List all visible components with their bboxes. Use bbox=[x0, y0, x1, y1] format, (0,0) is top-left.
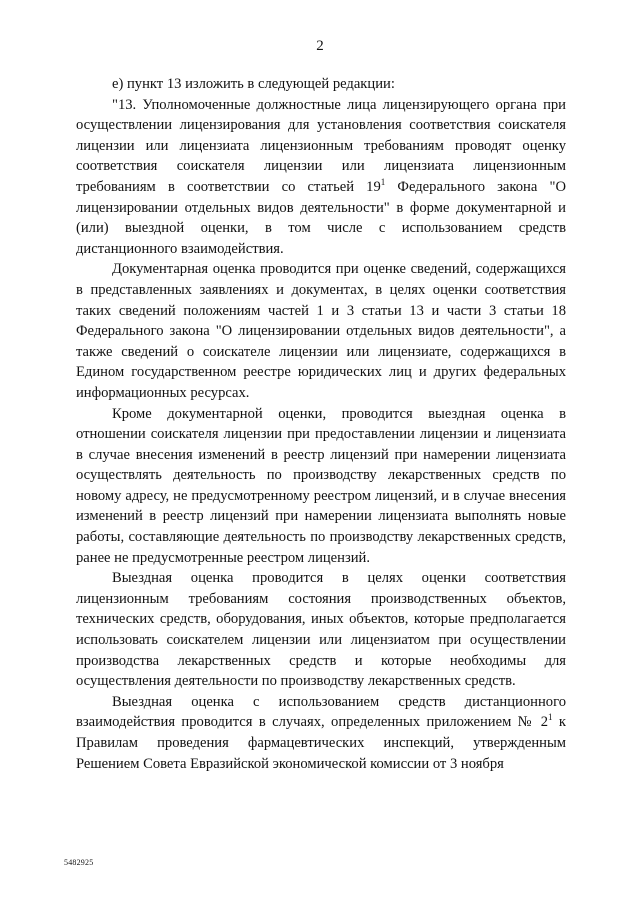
paragraph-text-tail: к Правилам проведения фармацевтических инспекций, утвержденным Решением Совета Евразийской экономической комиссии от 3 ноября bbox=[76, 714, 566, 772]
paragraph-text-tail: Федерального закона "О лицензировании отдельных видов деятельности" в форме документарной и (или) выездной оценки, в том числе с использованием средств дистанционного взаимодействия. bbox=[76, 178, 566, 257]
paragraph-onsite-purpose bbox=[76, 568, 566, 692]
superscript: 1 bbox=[548, 712, 553, 723]
paragraph-text: е) пункт 13 изложить в следующей редакции: bbox=[112, 76, 395, 92]
paragraph-amendment-intro bbox=[76, 74, 566, 95]
document-code: 5482925 bbox=[64, 858, 94, 867]
document-body bbox=[76, 74, 566, 774]
paragraph-item-13 bbox=[76, 95, 566, 260]
superscript: 1 bbox=[380, 176, 386, 187]
paragraph-documentary-assessment bbox=[76, 259, 566, 403]
page-number: 2 bbox=[316, 38, 324, 54]
paragraph-text: Кроме документарной оценки, проводится выездная оценка в отношении соискателя лицензии при предоставлении лицензии и лицензиата в случае внесения изменений в реестр лицензий при намерении лицензиата осуществлять деятельность по производству лекарственных средств по новому адресу, не предусмотренному реестром лицензий, и в случае внесения изменений в реестр лицензий при намерении лицензиата выполнять новые работы, составляющие деятельность по производству лекарственных средств, ранее не предусмотренные реестром лицензий. bbox=[76, 405, 566, 566]
paragraph-text: Выездная оценка с использованием средств дистанционного взаимодействия проводится в случаях, определенных приложением № 2 bbox=[76, 693, 566, 731]
paragraph-remote-assessment bbox=[76, 692, 566, 774]
paragraph-text: Документарная оценка проводится при оценке сведений, содержащихся в представленных заявлениях и документах, в целях оценки соответствия таких сведений положениям частей 1 и 3 статьи 13 и части 3 статьи 18 Федерального закона "О лицензировании отдельных видов деятельности", а также сведений о соискателе лицензии или лицензиате, содержащихся в Едином государственном реестре юридических лиц и других федеральных информационных ресурсах. bbox=[76, 261, 566, 401]
paragraph-text: "13. Уполномоченные должностные лица лицензирующего органа при осуществлении лицензирования для установления соответствия соискателя лицензии или лицензиата лицензионным требованиям проводят оценку соответствия соискателя лицензии или лицензиата лицензионным требованиям в соответствии со статьей 19 bbox=[76, 96, 566, 195]
paragraph-onsite-assessment bbox=[76, 404, 566, 569]
paragraph-text: Выездная оценка проводится в целях оценки соответствия лицензионным требованиям состояния производственных объектов, технических средств, оборудования, иных объектов, которые предполагается использовать соискателем лицензии или лицензиатом при осуществлении производства лекарственных средств и которые необходимы для осуществления деятельности по производству лекарственных средств. bbox=[76, 570, 566, 690]
